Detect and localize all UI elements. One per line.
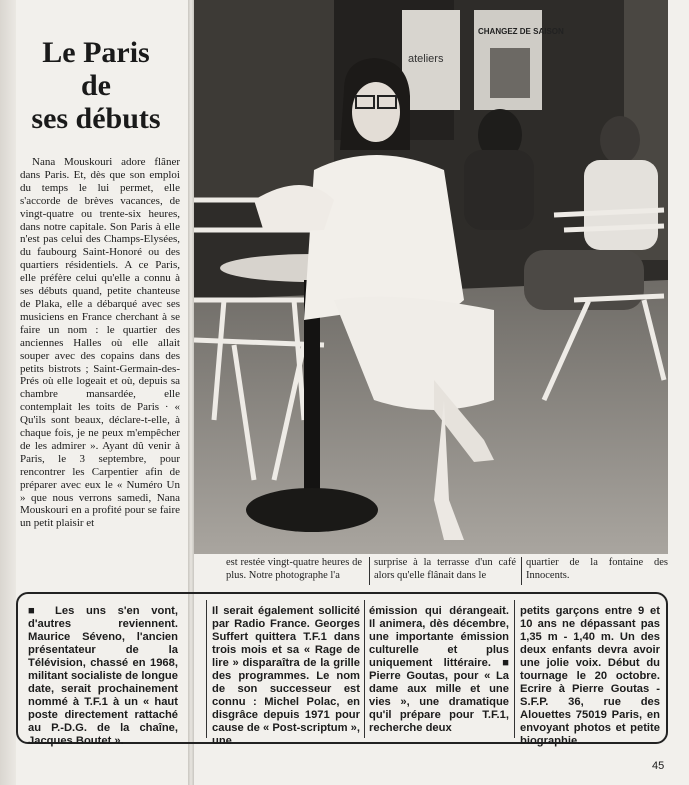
article-photo — [194, 0, 668, 554]
caption-divider — [521, 557, 522, 585]
news-column: petits garçons entre 9 et 10 ans ne dépassant pas 1,35 m - 1,40 m. Un des deux enfants devra avoir une jolie voix. Début du tournage le 20 octobre. Ecrire à Pierre Goutas - S.F.P. 36, rue des Alouettes 75019 Paris, en envoyant photos et petite biographie. — [520, 605, 660, 747]
cafe-photo — [194, 0, 668, 554]
article-title — [16, 36, 176, 135]
photo-caption: est restée vingt-quatre heures de plus. Notre photographe l'a — [226, 557, 362, 581]
caption-divider — [369, 557, 370, 585]
title-line: de — [81, 69, 111, 102]
page-number: 45 — [652, 760, 665, 772]
news-column: émission qui dérangeait. Il animera, dès décembre, une importante émission culturelle et plus uniquement littéraire. ■ Pierre Goutas, pour « La dame aux mille et une vies », une dramatique qu'il prépare pour T.F.1, recherche deux — [369, 605, 509, 734]
poster-text: CHANGEZ DE SAISON — [478, 27, 564, 36]
column-divider — [514, 600, 515, 738]
title-line: Le Paris — [42, 36, 150, 69]
news-column: ■ Les uns s'en vont, d'autres reviennent. Maurice Séveno, l'ancien présentateur de la Télévision, chassé en 1968, militant socialiste de longue date, serait prochainement nommé à T.F.1 à un « haut poste directement rattaché au P.-D.G. de la chaîne, Jacques Boutet ». — [28, 605, 178, 747]
news-column: Il serait également sollicité par Radio France. Georges Suffert quittera T.F.1 dans trois mois et sa « Rage de lire » disparaîtra de la grille des programmes. Le nom de son successeur est connu : Michel Polac, en disgrâce depuis 1971 pour cause de « Post-scriptum », une — [212, 605, 360, 747]
photo-caption: quartier de la fontaine des Innocents. — [526, 557, 668, 581]
photo-caption: surprise à la terrasse d'un café alors qu'elle flânait dans le — [374, 557, 516, 581]
article-body — [20, 156, 180, 530]
column-divider — [206, 600, 207, 738]
title-line: ses débuts — [31, 102, 161, 135]
page-edge — [0, 0, 16, 785]
poster-text: ateliers — [408, 53, 444, 65]
article-paragraph: Nana Mouskouri adore flâner dans Paris. Et, dès que son emploi du temps le lui permet, elle s'accorde de brèves vacances, de vingt-quatre ou trente-six heures, dans notre capitale. Son Paris à elle n'est pas celui des Champs-Elysées, du faubourg Saint-Honoré ou des quartiers résidentiels. A ce Paris, elle préfère celui qu'elle a connu à ses débuts quand, petite chanteuse de Plaka, elle a débarqué avec ses musiciens en France cherchant à se faire un nom : le quartier des anciennes Halles où elle allait souper avec des copains dans des petits bistrots ; Saint-Germain-des-Prés où elle logeait et où, depuis sa chambre mansardée, elle contemplait les toits de Paris · « Qu'ils sont beaux, déclare-t-elle, à chaque fois, je ne peux m'empêcher de les admirer ». Ayant dû venir à Paris, le 3 septembre, pour rencontrer les Carpentier afin de préparer avec eux le « Numéro Un » que nous verrons samedi, Nana Mouskouri en a profité pour se faire un petit plaisir et — [20, 156, 180, 530]
column-divider — [364, 600, 365, 738]
